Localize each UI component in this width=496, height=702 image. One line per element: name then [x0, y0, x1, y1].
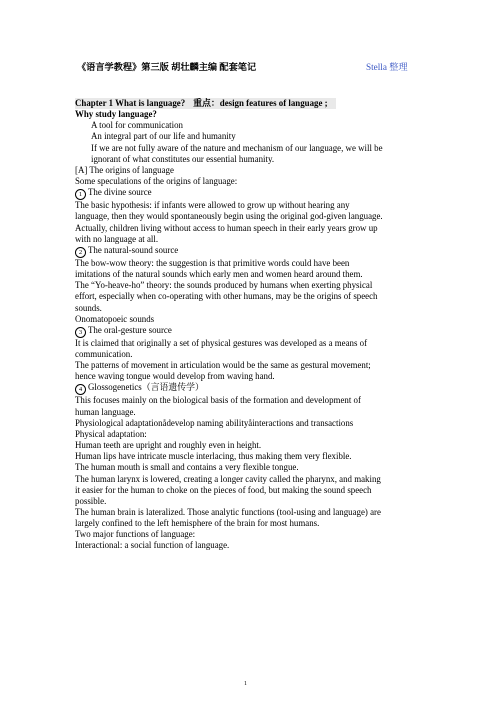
- document-body: [75, 98, 427, 552]
- text-line: [75, 540, 427, 551]
- text-line: [75, 143, 427, 154]
- text-line: [75, 109, 427, 120]
- text-line-content: Why study language?: [75, 109, 157, 120]
- text-line: [75, 131, 427, 142]
- text-line-content: Interactional: a social function of language.: [75, 540, 230, 551]
- text-line: [75, 291, 427, 302]
- text-line: [75, 407, 427, 418]
- text-line: [75, 314, 427, 325]
- text-line-content: hence waving tongue would develop from waving hand.: [75, 371, 275, 382]
- text-line-content: If we are not fully aware of the nature and mechanism of our language, we will be: [91, 142, 383, 153]
- text-line-content: Glossogenetics（言语遗传学）: [88, 382, 204, 393]
- text-line-content: largely confined to the left hemisphere of the brain for most humans.: [75, 518, 320, 529]
- text-line-content: communication.: [75, 348, 133, 359]
- text-line-content: A tool for communication: [91, 120, 183, 131]
- circled-number-icon: 2: [75, 247, 86, 258]
- text-line-content: with no language at all.: [75, 233, 159, 244]
- text-line-content: This focuses mainly on the biological basis of the formation and development of: [75, 395, 361, 406]
- text-line: [75, 234, 427, 245]
- text-line-content: sounds.: [75, 302, 102, 313]
- text-line: [75, 395, 427, 406]
- text-line: [75, 382, 427, 395]
- text-line-content: The oral-gesture source: [88, 324, 172, 335]
- text-line: [75, 211, 427, 222]
- text-line-content: It is claimed that originally a set of physical gestures was developed as a means of: [75, 337, 368, 348]
- text-line: [75, 280, 427, 291]
- circled-number-icon: 3: [75, 327, 86, 338]
- text-line: [75, 485, 427, 496]
- text-line-content: Physical adaptation:: [75, 428, 147, 439]
- text-line: [75, 462, 427, 473]
- text-line-content: Chapter 1 What is language?: [75, 98, 186, 108]
- text-line-content: The “Yo-heave-ho” theory: the sounds produced by humans when exerting physical: [75, 280, 373, 291]
- text-line-content: 重点：design features of language ;: [193, 98, 328, 108]
- text-line: [75, 474, 427, 485]
- text-line-content: The human larynx is lowered, creating a longer cavity called the pharynx, and making: [75, 473, 381, 484]
- text-line-content: The human brain is lateralized. Those analytic functions (tool-using and language) are: [75, 507, 381, 517]
- page-number: 1: [244, 681, 247, 687]
- text-line: [75, 338, 427, 349]
- text-line: [75, 518, 427, 529]
- text-line-content: Human lips have intricate muscle interlacing, thus making them very flexible.: [75, 451, 352, 462]
- text-line-content: ignorant of what constitutes our essential humanity.: [91, 153, 275, 164]
- text-line-content: The divine source: [88, 187, 152, 198]
- text-line: [75, 165, 427, 176]
- text-line-content: Actually, children living without access to human speech in their early years grow up: [75, 222, 378, 233]
- text-line-content: imitations of the natural sounds which early men and women heard around them.: [75, 269, 363, 280]
- text-line: [75, 303, 427, 314]
- text-line: [75, 200, 427, 211]
- text-line-content: possible.: [75, 495, 107, 506]
- text-line: [75, 98, 193, 109]
- text-line-content: Two major functions of language:: [75, 529, 196, 540]
- document-header-title: 《语言学教程》第三版 胡壮麟主编 配套笔记: [77, 62, 257, 72]
- text-line: [75, 187, 427, 200]
- document-header-credit: Stella 整理: [366, 62, 408, 72]
- text-line-content: Onomatopoeic sounds: [75, 313, 155, 324]
- text-line-content: The basic hypothesis: if infants were allowed to grow up without hearing any: [75, 200, 350, 211]
- text-line-content: effort, especially when co-operating with other humans, may be the origins of speech: [75, 291, 378, 302]
- text-line: [75, 223, 427, 234]
- text-line: [75, 418, 427, 429]
- text-line-content: An integral part of our life and humanity: [91, 131, 236, 142]
- text-line-content: The bow-wow theory: the suggestion is that primitive words could have been: [75, 257, 350, 268]
- text-line: [75, 507, 427, 518]
- text-line: [193, 98, 335, 109]
- text-line: [75, 154, 427, 165]
- circled-number-icon: 4: [75, 384, 86, 395]
- text-line: [75, 529, 427, 540]
- circled-number-icon: 1: [75, 189, 86, 200]
- text-line-content: [A] The origins of language: [75, 164, 174, 175]
- text-line: [75, 440, 427, 451]
- text-line: [75, 176, 427, 187]
- text-line-content: language, then they would spontaneously begin using the original god-given language.: [75, 211, 383, 222]
- text-line: [75, 258, 427, 269]
- text-line: [75, 325, 427, 338]
- text-line-content: The human mouth is small and contains a very flexible tongue.: [75, 462, 299, 473]
- text-line: [75, 360, 427, 371]
- text-line: [75, 371, 427, 382]
- text-line-content: The natural-sound source: [88, 244, 179, 255]
- text-line: [75, 245, 427, 258]
- text-line-content: Physiological adaptationådevelop naming abilityåinteractions and transactions: [75, 417, 354, 428]
- text-line: [75, 120, 427, 131]
- text-line: [75, 269, 427, 280]
- text-line: [75, 451, 427, 462]
- text-line-content: The patterns of movement in articulation would be the same as gestural movement;: [75, 360, 371, 371]
- text-line-content: Some speculations of the origins of language:: [75, 176, 238, 187]
- text-line-content: Human teeth are upright and roughly even in height.: [75, 440, 262, 451]
- text-line: [75, 429, 427, 440]
- text-line-content: it easier for the human to choke on the pieces of food, but making the sound speech: [75, 484, 372, 495]
- text-line-content: human language.: [75, 406, 136, 417]
- text-line: [75, 496, 427, 507]
- text-line: [75, 349, 427, 360]
